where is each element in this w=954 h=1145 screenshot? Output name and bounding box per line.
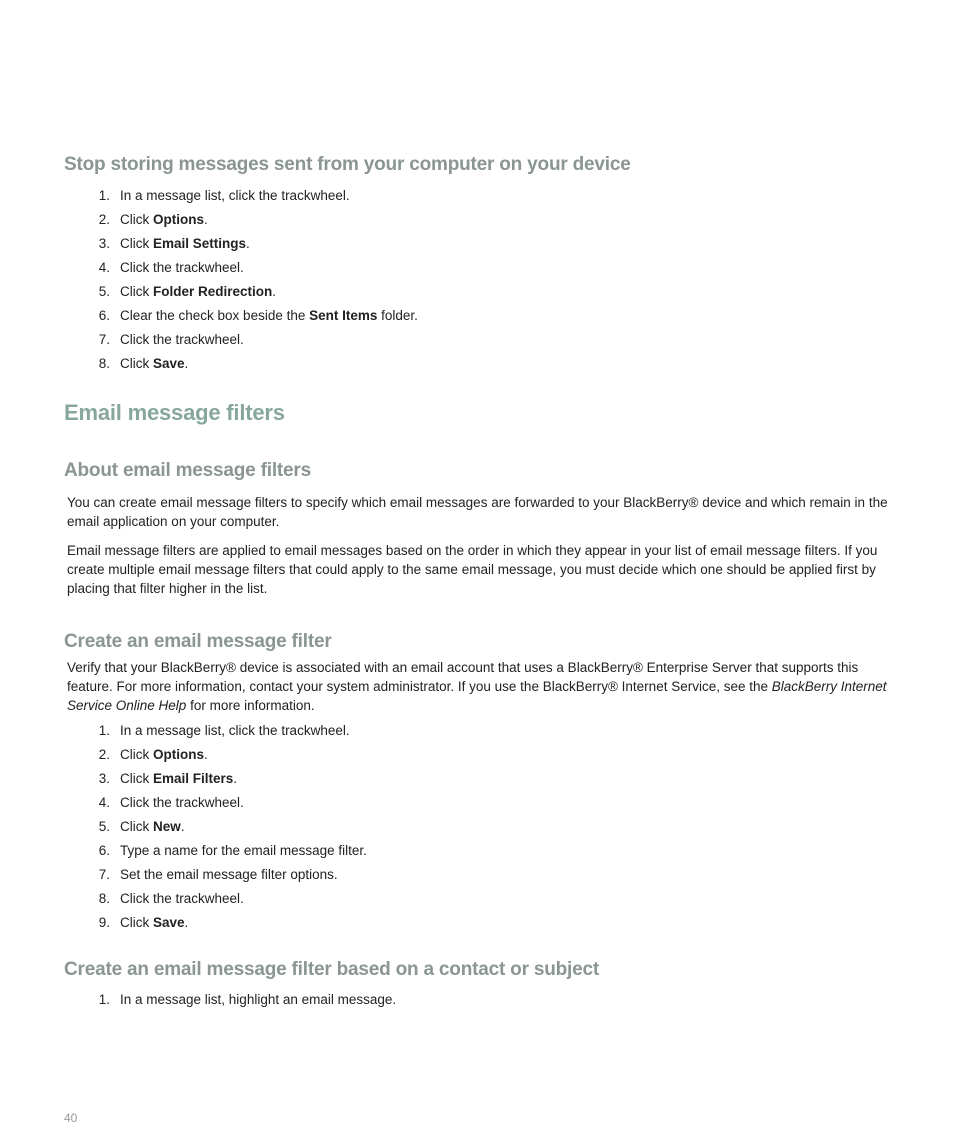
step-item (84, 743, 367, 767)
step-item (84, 988, 396, 1012)
steps-list-stop-storing (84, 184, 418, 376)
section-heading-stop-storing: Stop storing messages sent from your computer on your device (64, 154, 631, 175)
section-heading-about: About email message filters (64, 460, 311, 481)
step-ui-term: Options (153, 747, 204, 762)
step-item (84, 256, 418, 280)
step-number: 3. (98, 771, 110, 786)
step-ui-term: Email Settings (153, 236, 247, 251)
step-text: Clear the check box beside the (120, 308, 310, 323)
intro-text-end: for more information. (186, 698, 315, 713)
step-number: 2. (98, 212, 110, 227)
step-number: 6. (98, 308, 110, 323)
step-text-end: . (184, 915, 189, 930)
about-paragraph-2: Email message filters are applied to email messages based on the order in which they appear in your list of email message filters. If you create multiple email message filters that could apply to the same email message, you must decide which one should be applied first by placing that filter higher in the list. (67, 543, 878, 596)
step-text: Click (120, 771, 153, 786)
step-text: Click the trackwheel. (120, 260, 244, 275)
step-text: Click the trackwheel. (120, 891, 244, 906)
step-ui-term: Save (153, 356, 185, 371)
section-heading-contact: Create an email message filter based on a contact or subject (64, 959, 599, 980)
step-text: In a message list, click the trackwheel. (120, 723, 350, 738)
steps-list-contact (84, 988, 396, 1012)
step-text: In a message list, click the trackwheel. (120, 188, 350, 203)
step-item (84, 911, 367, 935)
about-paragraph-1: You can create email message filters to specify which email messages are forwarded to your BlackBerry® device and which remain in the email application on your computer. (67, 495, 888, 529)
step-ui-term: Sent Items (309, 308, 378, 323)
step-item (84, 232, 418, 256)
step-ui-term: Save (153, 915, 185, 930)
step-number: 4. (98, 795, 110, 810)
step-text-end: folder. (377, 308, 418, 323)
step-item (84, 839, 367, 863)
step-number: 8. (98, 356, 110, 371)
step-text: Click (120, 915, 153, 930)
step-item (84, 863, 367, 887)
step-number: 5. (98, 819, 110, 834)
step-item (84, 280, 418, 304)
step-ui-term: Folder Redirection (153, 284, 273, 299)
step-item (84, 352, 418, 376)
step-ui-term: Email Filters (153, 771, 234, 786)
step-text-end: . (233, 771, 238, 786)
step-item (84, 767, 367, 791)
step-number: 6. (98, 843, 110, 858)
step-text: Click the trackwheel. (120, 795, 244, 810)
step-number: 7. (98, 332, 110, 347)
create-intro-paragraph (67, 658, 899, 715)
step-text-end: . (180, 819, 185, 834)
step-text: Click (120, 747, 153, 762)
chapter-heading: Email message filters (64, 400, 285, 425)
step-number: 1. (98, 188, 110, 203)
step-item (84, 791, 367, 815)
step-item (84, 328, 418, 352)
step-text: Type a name for the email message filter. (120, 843, 367, 858)
step-text: Click (120, 356, 153, 371)
step-number: 9. (98, 915, 110, 930)
step-text-end: . (184, 356, 189, 371)
step-text-end: . (204, 747, 208, 762)
step-ui-term: New (153, 819, 181, 834)
step-text: Click (120, 819, 153, 834)
step-text: Click (120, 212, 153, 227)
step-item (84, 719, 367, 743)
step-text: Click the trackwheel. (120, 332, 244, 347)
step-item (84, 304, 418, 328)
section-heading-create: Create an email message filter (64, 631, 332, 652)
step-number: 2. (98, 747, 110, 762)
step-item (84, 815, 367, 839)
step-text: In a message list, highlight an email message. (120, 992, 397, 1007)
step-text: Click (120, 284, 153, 299)
step-number: 5. (98, 284, 110, 299)
step-text-end: . (246, 236, 250, 251)
step-number: 8. (98, 891, 110, 906)
intro-text-start: Verify that your BlackBerry® device is associated with an email account that uses a BlackBerry® Enterprise Server that supports this feature. For more information, contact your system administrator. If you use the BlackBerry® Internet Service, see the (67, 660, 859, 694)
step-text: Click (120, 236, 153, 251)
step-ui-term: Options (153, 212, 204, 227)
step-number: 4. (98, 260, 110, 275)
step-number: 1. (98, 723, 110, 738)
step-text-end: . (272, 284, 277, 299)
step-text: Set the email message filter options. (120, 867, 338, 882)
step-number: 1. (98, 992, 110, 1007)
step-number: 3. (98, 236, 110, 251)
page-number: 40 (64, 1111, 78, 1125)
step-item (84, 887, 367, 911)
step-number: 7. (98, 867, 110, 882)
steps-list-create (84, 719, 367, 935)
step-item (84, 208, 418, 232)
step-item (84, 184, 418, 208)
step-text-end: . (204, 212, 208, 227)
help-doc-reference: BlackBerry Internet Service Online Help (67, 679, 887, 713)
